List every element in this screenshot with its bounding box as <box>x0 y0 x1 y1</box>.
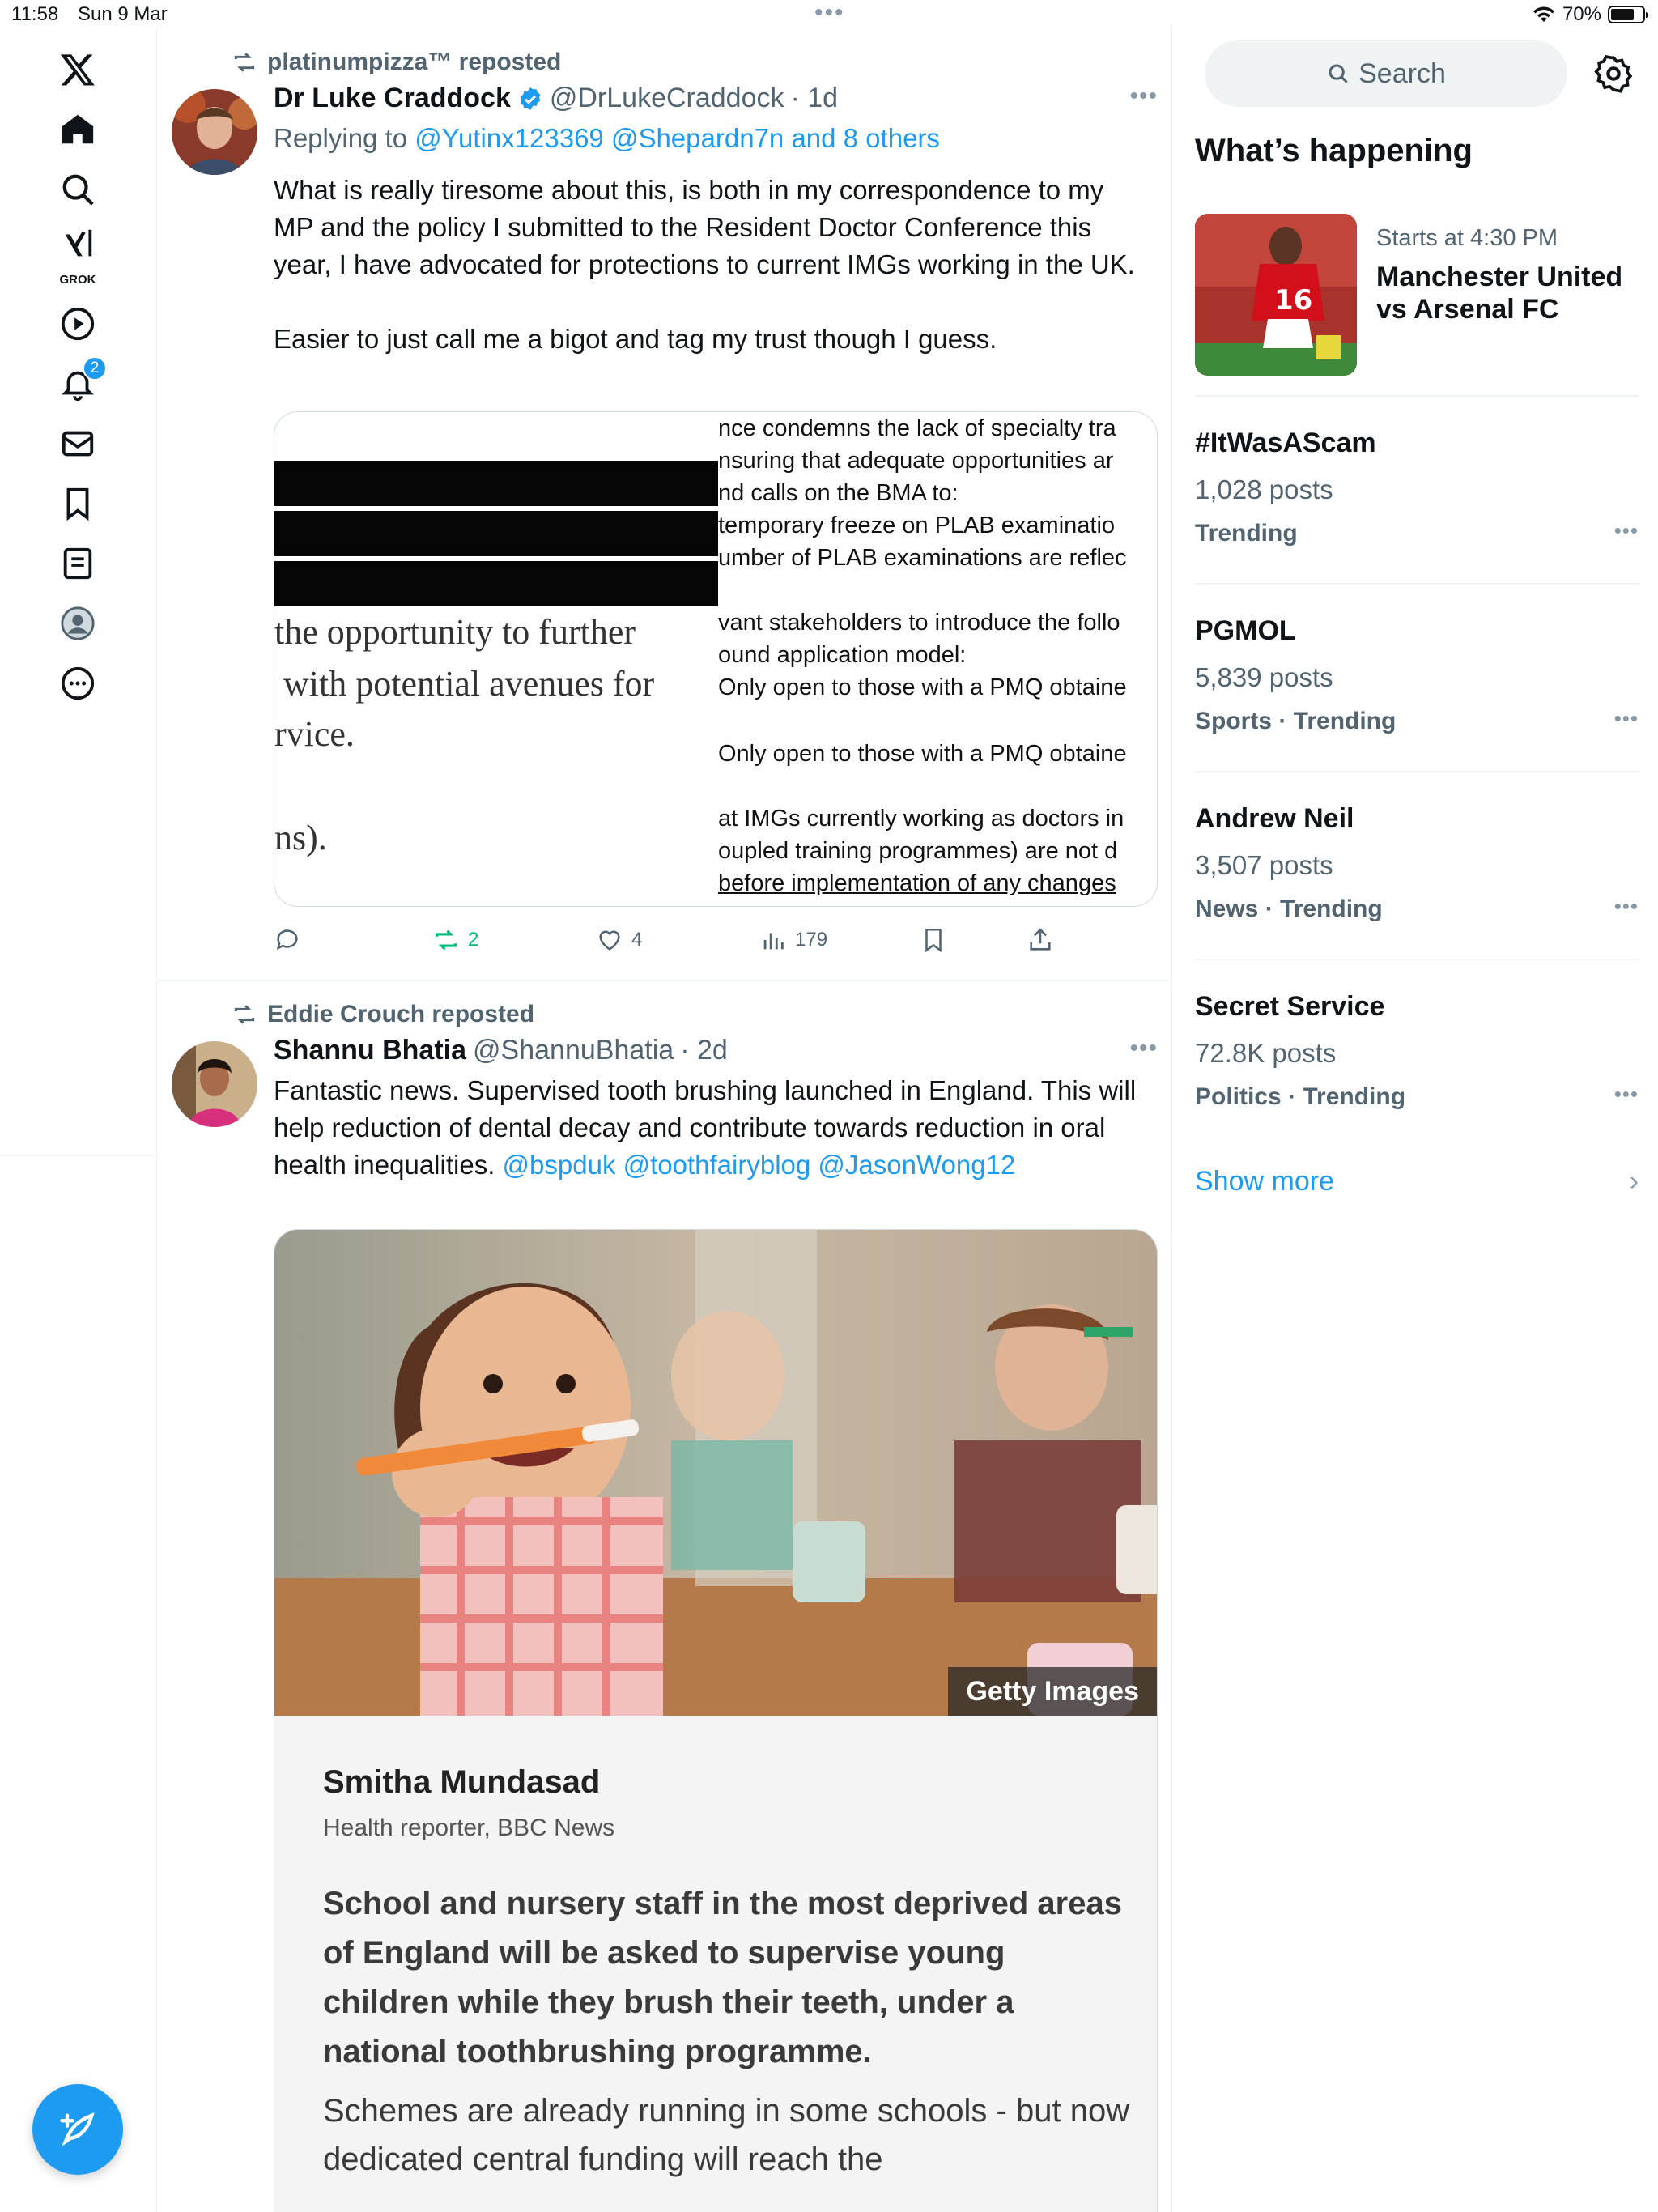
trend-post-count: 1,028 posts <box>1195 474 1333 504</box>
document-text-line: ns). <box>274 818 327 857</box>
notifications-badge: 2 <box>83 356 107 381</box>
tweet-body-paragraph: Easier to just call me a bigot and tag my trust though I guess. <box>274 324 997 354</box>
document-text-line: nce condemns the lack of specialty tra <box>718 415 1116 441</box>
video-icon[interactable] <box>45 291 110 356</box>
repost-icon <box>232 1002 257 1027</box>
repost-context <box>232 49 561 76</box>
redaction-bar <box>274 461 718 506</box>
tweet-more-icon[interactable]: ••• <box>1129 1035 1158 1061</box>
document-text-line: the opportunity to further <box>274 612 636 652</box>
wifi-icon <box>1532 5 1556 24</box>
show-more-link[interactable] <box>1195 1166 1639 1197</box>
document-text-line: temporary freeze on PLAB examinatio <box>718 513 1116 538</box>
document-text-line: Only open to those with a PMQ obtaine <box>718 674 1127 700</box>
document-text-line: rvice. <box>274 714 355 754</box>
lists-icon[interactable] <box>45 531 110 596</box>
like-count: 4 <box>631 929 643 951</box>
event-thumbnail <box>1195 214 1357 376</box>
whats-happening-title: What’s happening <box>1195 133 1473 168</box>
multitask-dots-icon[interactable]: ••• <box>814 0 845 26</box>
trend-item[interactable] <box>1195 771 1639 959</box>
document-left-panel <box>274 412 718 907</box>
share-button[interactable] <box>1027 920 1054 960</box>
photo-credit: Getty Images <box>948 1667 1157 1716</box>
redaction-bar <box>274 561 718 606</box>
bookmark-icon <box>920 926 947 954</box>
trend-more-icon[interactable]: ••• <box>1613 1082 1639 1106</box>
left-nav-spacer <box>0 1156 157 2212</box>
article-excerpt <box>274 1716 1158 2212</box>
trend-category: News · Trending <box>1195 895 1383 922</box>
document-text-line: ound application model: <box>718 642 967 668</box>
left-nav <box>0 29 157 1156</box>
document-text-line: vant stakeholders to introduce the follo <box>718 610 1120 636</box>
tweet[interactable] <box>157 981 1172 2212</box>
repost-count: 2 <box>468 929 479 951</box>
toothbrushing-children-photo <box>274 1230 1158 1716</box>
status-date: Sun 9 Mar <box>78 3 168 25</box>
document-text-line: nsuring that adequate opportunities ar <box>718 448 1114 474</box>
trend-category: Politics · Trending <box>1195 1083 1406 1110</box>
trend-item[interactable] <box>1195 959 1639 1146</box>
right-sidebar <box>1172 29 1658 2212</box>
trend-name: #ItWasAScam <box>1195 428 1376 458</box>
author-handle[interactable]: @DrLukeCraddock <box>549 83 784 113</box>
reply-icon <box>274 926 301 954</box>
compose-post-button[interactable] <box>32 2084 123 2175</box>
reply-prefix: Replying to <box>274 123 415 153</box>
search-placeholder: Search <box>1358 57 1446 89</box>
notifications-bell-icon[interactable] <box>45 351 110 416</box>
event-title: Manchester United vs Arsenal FC <box>1376 262 1623 325</box>
compose-feather-icon <box>57 2108 99 2150</box>
battery-icon <box>1608 6 1645 23</box>
tweet-mentions[interactable]: @bspduk @toothfairyblog @JasonWong12 <box>502 1150 1016 1180</box>
trend-more-icon[interactable]: ••• <box>1613 706 1639 730</box>
trend-more-icon[interactable]: ••• <box>1613 518 1639 542</box>
share-icon <box>1027 926 1054 954</box>
views-chart-icon <box>759 926 787 954</box>
tweet-actions <box>274 920 1229 960</box>
article-body: Schemes are already running in some schools - but now dedicated central funding will reach the <box>323 2093 1130 2177</box>
tweet-time[interactable]: · 2d <box>680 1035 728 1066</box>
author-name[interactable]: Shannu Bhatia <box>274 1035 467 1066</box>
repost-by-label: Eddie Crouch reposted <box>267 1001 535 1027</box>
document-text-line: before implementation of any changes <box>718 870 1116 896</box>
views-count: 179 <box>795 929 828 951</box>
chevron-right-icon: › <box>1629 1166 1639 1197</box>
trend-post-count: 72.8K posts <box>1195 1038 1337 1068</box>
replying-to <box>274 123 940 154</box>
repost-icon <box>432 926 460 954</box>
trend-name: PGMOL <box>1195 615 1296 646</box>
tweet-media-document-image[interactable] <box>274 411 1158 907</box>
battery-percent: 70% <box>1562 3 1601 25</box>
tweet-header <box>274 83 838 114</box>
repost-button[interactable] <box>432 920 478 960</box>
tweet-body-text: Fantastic news. Supervised tooth brushing launched in England. This will help reduction of dental decay and contribute towards reduction in oral health inequalities. <box>274 1075 1137 1180</box>
grok-icon[interactable] <box>45 212 110 290</box>
tweet-body <box>274 172 1148 358</box>
avatar[interactable] <box>172 89 257 175</box>
event-start-time: Starts at 4:30 PM <box>1376 225 1558 251</box>
trend-name: Andrew Neil <box>1195 803 1354 834</box>
trend-post-count: 3,507 posts <box>1195 850 1333 880</box>
tweet-body <box>274 1072 1148 1184</box>
tweet-more-icon[interactable]: ••• <box>1129 83 1158 109</box>
views-button[interactable] <box>759 920 827 960</box>
article-author: Smitha Mundasad <box>323 1764 601 1800</box>
trend-item[interactable] <box>1195 395 1639 583</box>
redaction-bar <box>274 511 718 556</box>
timeline <box>157 24 1172 2212</box>
document-text-line: with potential avenues for <box>274 664 655 704</box>
tweet-media-article-image[interactable] <box>274 1229 1158 2212</box>
author-handle[interactable]: @ShannuBhatia <box>473 1035 674 1066</box>
more-icon[interactable] <box>45 651 110 716</box>
settings-gear-icon[interactable] <box>1593 53 1634 94</box>
trend-name: Secret Service <box>1195 991 1385 1022</box>
document-text-line: Only open to those with a PMQ obtaine <box>718 741 1127 767</box>
search-input[interactable] <box>1205 40 1567 107</box>
event-card[interactable] <box>1195 214 1648 376</box>
trend-item[interactable] <box>1195 583 1639 771</box>
repost-by-label: platinumpizza™ reposted <box>267 49 562 75</box>
document-text-line: umber of PLAB examinations are reflec <box>718 545 1127 571</box>
tweet-header <box>274 1035 728 1066</box>
shirt-number: 16 <box>1274 284 1313 317</box>
heart-icon <box>596 926 623 954</box>
search-icon <box>1326 62 1350 86</box>
author-name[interactable]: Dr Luke Craddock <box>274 83 511 113</box>
tweet-body-paragraph: What is really tiresome about this, is both in my correspondence to my MP and the policy I submitted to the Resident Doctor Conference this year, I have advocated for protections to current IMGs working in the UK. <box>274 175 1135 279</box>
bookmark-button[interactable] <box>920 920 947 960</box>
avatar[interactable] <box>172 1041 257 1127</box>
document-text-line: nd calls on the BMA to: <box>718 480 959 506</box>
bookmark-icon[interactable] <box>45 471 110 536</box>
x-logo-icon[interactable] <box>45 37 110 102</box>
document-text-line: oupled training programmes) are not d <box>718 838 1118 864</box>
trend-category: Trending <box>1195 520 1298 547</box>
status-right <box>1532 3 1645 26</box>
grok-label: GROK <box>59 273 96 287</box>
reply-to-mentions[interactable]: @Yutinx123369 @Shepardn7n and 8 others <box>414 123 940 153</box>
repost-context <box>232 1001 534 1028</box>
trend-post-count: 5,839 posts <box>1195 662 1333 692</box>
article-lead: School and nursery staff in the most deprived areas of England will be asked to supervise young children while they brush their teeth, under a national toothbrushing programme. <box>323 1886 1122 2069</box>
reply-button[interactable] <box>274 920 309 960</box>
status-time: 11:58 <box>11 3 59 25</box>
repost-icon <box>232 49 257 75</box>
document-right-panel <box>718 412 1158 907</box>
tweet[interactable] <box>157 24 1172 978</box>
verified-badge-icon <box>517 86 543 112</box>
like-button[interactable] <box>596 920 642 960</box>
home-icon[interactable] <box>45 97 110 162</box>
trend-more-icon[interactable]: ••• <box>1613 894 1639 918</box>
mail-icon[interactable] <box>45 411 110 476</box>
tweet-time[interactable]: · 1d <box>790 83 839 113</box>
trend-category: Sports · Trending <box>1195 708 1397 734</box>
document-text-line: at IMGs currently working as doctors in <box>718 806 1124 832</box>
profile-icon[interactable] <box>45 591 110 656</box>
show-more-label: Show more <box>1195 1166 1334 1197</box>
article-author-role: Health reporter, BBC News <box>323 1814 615 1841</box>
